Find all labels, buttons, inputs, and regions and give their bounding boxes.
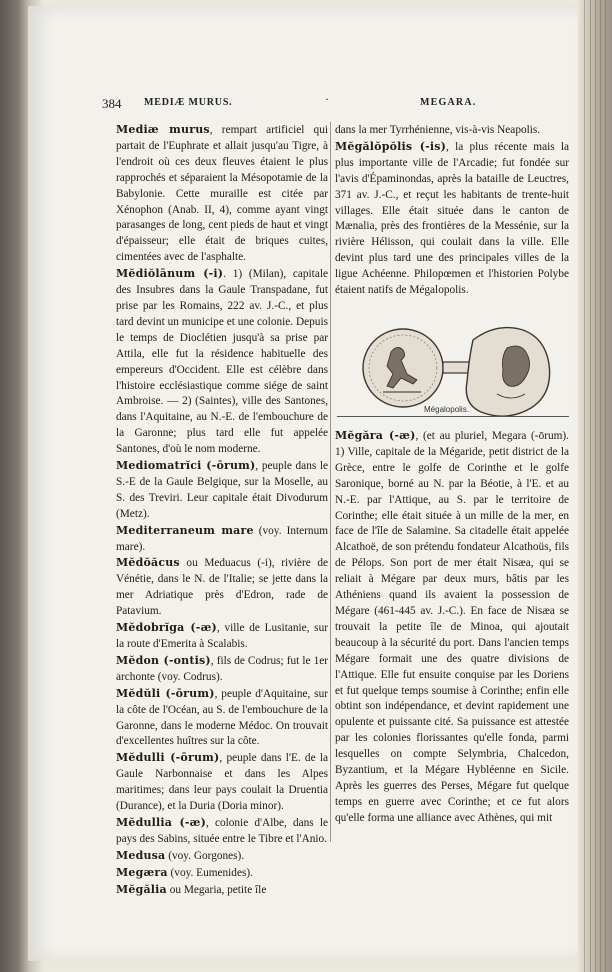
- entry-text: (voy. Internum mare).: [116, 524, 329, 553]
- left-running-head: MEDIÆ MURUS.: [144, 97, 233, 108]
- entry-headword: Mediomatrĭci (-ōrum): [116, 459, 256, 473]
- entry-text: , fils de Codrus; fut le 1er archonte (voy. Codrus).: [116, 654, 328, 683]
- dictionary-entry: [116, 555, 328, 620]
- entry-text: , peuple d'Aquitaine, sur la côte de l'Océan, au S. de l'embouchure de la Garonne, dans le moderne Médoc. On trouvait d'excellentes huîtres sur la côte.: [116, 687, 328, 748]
- entry-text: , la plus récente mais la plus importante ville de l'Arcadie; fut fondée sur l'avis d'Épaminondas, après la bataille de Leuctres, 371 av. J.-C., et reçut les habitants de trente-huit villages. Elle était située dans le canton de Mænalia, près des frontières de la Messénie, sur la rivière Hélisson, qui coulait dans la ville. Elle devint plus tard une des principales villes de la ligue Achéenne. Philopœmen et l'historien Polybe étaient natifs de Mégalopolis.: [335, 140, 569, 297]
- dictionary-entry: [116, 458, 328, 523]
- entry-headword: Mĕdiŏlānum (-i): [116, 267, 224, 281]
- dictionary-entry: [335, 122, 569, 139]
- entry-headword: Mĕgăra (-æ): [335, 429, 416, 442]
- entry-headword: Mĕgălŏpŏlis (-is): [335, 139, 447, 153]
- entry-text: . 1) (Milan), capitale des Insubres dans la Gaule Transpadane, fut prise par les Romains, 222 av. J.-C., et plus tard devint un municipe et une colonie. Depuis le temps de Dioclétien jusqu'à sa prise par Attila, elle fut la résidence habituelle des empereurs d'Occident. Elle est célèbre dans l'histoire ecclésiastique comme siége de saint Ambroise. — 2) (Saintes), ville des Santones, dans l'Aquitaine, au N.-E. de l'embouchure de la Garonne; plus tard elle fut appelée Santones, d'où le nom moderne.: [116, 268, 328, 456]
- entry-headword: Mĕdullia (-æ): [116, 815, 206, 829]
- dictionary-entry: [116, 815, 328, 848]
- entry-headword: Mediterraneum mare: [116, 523, 254, 537]
- dictionary-entry: [116, 653, 328, 686]
- column-divider: [330, 122, 331, 842]
- entry-headword: Mĕdŏăcus: [116, 556, 180, 570]
- page-edge-stack: [578, 0, 612, 972]
- dictionary-entry: [116, 750, 328, 815]
- entry-headword: Megæra: [116, 865, 168, 879]
- page-number: 384: [102, 96, 122, 111]
- dictionary-entry: [116, 848, 328, 865]
- right-column-bottom: [335, 428, 569, 827]
- entry-text: dans la mer Tyrrhénienne, vis-à-vis Neapolis.: [335, 124, 541, 136]
- entry-text: ou Megaria, petite île: [166, 883, 267, 896]
- dictionary-entry: [116, 122, 328, 266]
- entry-headword: Mĕdon (-ontis): [116, 653, 211, 667]
- running-header: 384 MEDIÆ MURUS. · MEGARA.: [102, 92, 477, 111]
- entry-text: , peuple dans le S.-E de la Gaule Belgique, sur la Moselle, au S. des Treviri. Leur capitale était Divodurum (Metz).: [116, 460, 328, 520]
- dictionary-entry: [335, 139, 569, 299]
- entry-headword: Mĕdŭli (-ōrum): [116, 686, 215, 700]
- entry-headword: Mĕdobrĭga (-æ): [116, 621, 217, 635]
- entry-headword: Medusa: [116, 848, 166, 862]
- entry-text: (voy. Eumenides).: [167, 866, 253, 879]
- entry-headword: Mĕdulli (-ōrum): [116, 751, 220, 765]
- dictionary-entry: [116, 865, 328, 882]
- entry-text: ou Meduacus (-i), rivière de Vénétie, dans le N. de l'Italie; se jette dans la mer Adriatique près d'Edron, rade de Patavium.: [116, 557, 328, 618]
- dictionary-entry: [116, 266, 328, 458]
- left-column: [116, 122, 328, 899]
- entry-text: , colonie d'Albe, dans le pays des Sabins, située entre le Tibre et l'Anio.: [116, 816, 328, 845]
- right-running-head: MEGARA.: [420, 97, 477, 108]
- dictionary-entry: [116, 882, 328, 899]
- entry-text: , (et au pluriel, Megara (-ōrum). 1) Ville, capitale de la Mégaride, petit district de la Grèce, entre le golfe de Corinthe et le golfe Saronique, borné au N. par la Béotie, à l'E. et au N.-E. par l'Attique, au S. par le territoire de Corinthe; elle était située à un mille de la mer, en face de l'île de Salamine. Sa citadelle était appelée Alcathoë, de son prétendu fondateur Alcathoüs, fils de Pélops. Son port de mer était Nisæa, qui se reliait à Mégare par deux murs, bâtis par les Athéniens quand ils avaient la possession de Mégare (461-445 av. J.-C.). En face de Nisæa se trouvait la petite île de Minoa, qui ajoutait beaucoup à la sécurité du port. Dans l'ancien temps Mégare formait une des quatre divisions de l'Attique. Elle fut ensuite conquise par les Doriens et fut quelque temps soumise à Corinthe; enfin elle obtint son indépendance, et devint rapidement une opulente et puissante cité. Sa puissance est attestée par les colonies florissantes qu'elle fonda, parmi lesquelles on compte Selymbria, Chalcedon, Byzantium, et la Mégare Hybléenne en Sicile. Après les guerres des Perses, Mégare fut quelque temps en guerre avec Corinthe; et ce fut alors qu'elle forma une alliance avec Athènes, qui mit: [335, 430, 569, 824]
- section-rule: [337, 416, 569, 417]
- dictionary-entry: [116, 523, 328, 556]
- entry-headword: Mĕgălia: [116, 882, 167, 896]
- dictionary-entry: [335, 428, 569, 827]
- dictionary-entry: [116, 620, 328, 653]
- coin-caption: Mégalopolis.: [424, 405, 469, 414]
- entry-text: (voy. Gorgones).: [165, 849, 245, 862]
- right-column-top: [335, 122, 569, 299]
- entry-headword: Mediæ murus: [116, 123, 210, 136]
- dictionary-entry: [116, 686, 328, 751]
- entry-text: , ville de Lusitanie, sur la route d'Emerita à Scalabis.: [116, 622, 328, 650]
- entry-text: , rempart artificiel qui partait de l'Euphrate et allait jusqu'au Tigre, à l'endroit où ces deux fleuves étaient le plus rapprochés et séparaient la Mésopotamie de la Babylonie. Cette muraille est citée par Xénophon (Anab. II, 4), comme ayant vingt parasanges de long, cent pieds de haut et vingt d'épaisseur; elle était de briques cuites, cimentées avec de l'asphalte.: [116, 124, 328, 264]
- entry-text: , peuple dans l'E. de la Gaule Narbonnaise et dans les Alpes maritimes; dans leur pays coulait la Druentia (Durance), et la Duria (Doria minor).: [116, 752, 328, 813]
